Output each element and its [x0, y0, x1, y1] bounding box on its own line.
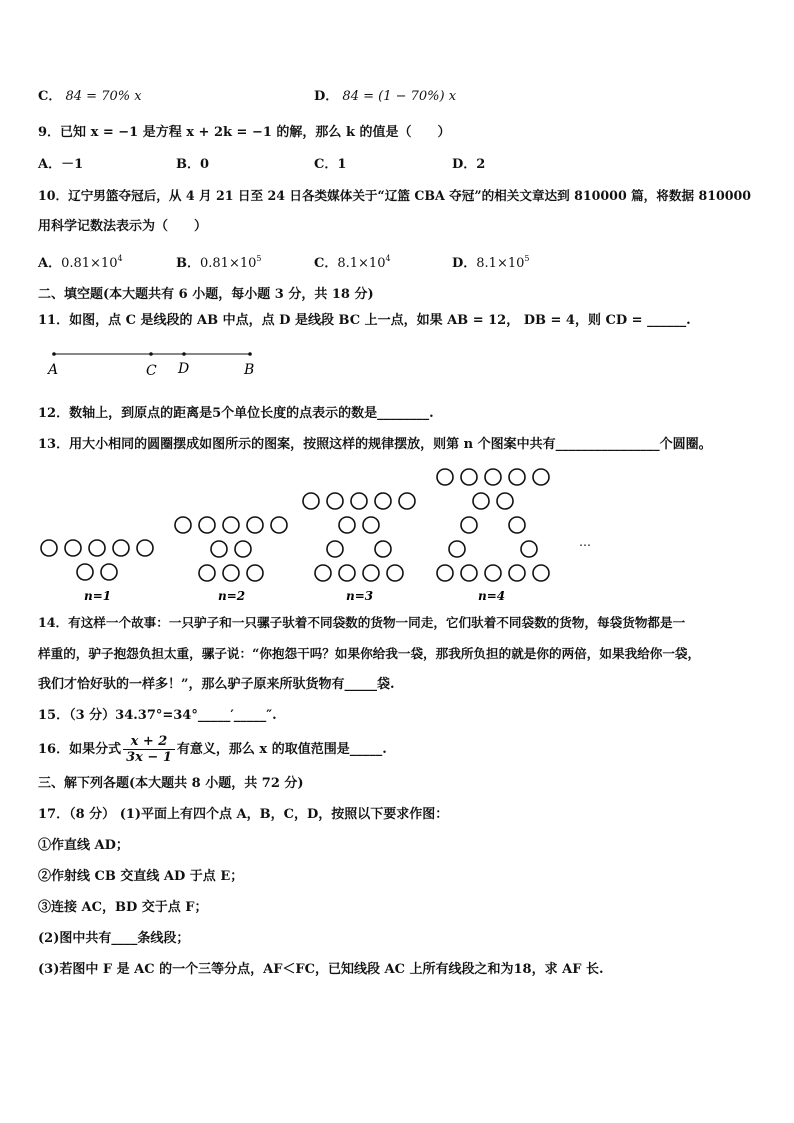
circle — [509, 517, 525, 533]
circle — [101, 564, 117, 580]
circle — [509, 565, 525, 581]
q14-line2: 样重的，驴子抱怨负担太重，骡子说：“你抱怨干吗？如果你给我一袋，那我所负担的就是你的两倍，如果我给你一袋， — [38, 646, 701, 661]
circle — [461, 517, 477, 533]
q10-option-c — [314, 256, 391, 272]
circle — [77, 564, 93, 580]
q16-fraction — [123, 734, 175, 765]
circle — [65, 540, 81, 556]
circle — [247, 565, 263, 581]
pattern-n2 — [175, 517, 287, 603]
circle — [485, 565, 501, 581]
circle — [351, 493, 367, 509]
caption-n3: n=3 — [346, 589, 374, 603]
option-letter: D． — [314, 89, 339, 104]
circle — [437, 469, 453, 485]
ellipsis: … — [579, 535, 591, 549]
q8-option-c — [38, 89, 142, 105]
option-letter: B． — [176, 256, 200, 271]
q15-stem: 15．（3 分）34.37°=34°_____′_____″. — [38, 708, 277, 723]
circle — [327, 493, 343, 509]
circle — [175, 517, 191, 533]
point-a — [52, 352, 56, 356]
circle — [533, 469, 549, 485]
circle — [315, 565, 331, 581]
q10-option-d — [452, 256, 529, 272]
circle — [137, 540, 153, 556]
fraction-numerator: x + 2 — [123, 734, 175, 750]
label-c: C — [146, 363, 157, 379]
label-d: D — [178, 361, 190, 377]
option-exponent: 5 — [524, 254, 530, 263]
option-exponent: 4 — [117, 254, 123, 263]
q14-line3: 我们才恰好驮的一样多！”，那么驴子原来所驮货物有_____袋. — [38, 677, 395, 692]
circle — [375, 493, 391, 509]
section-3-header: 三、解下列各题(本大题共 8 小题，共 72 分) — [38, 776, 304, 791]
pattern-n1 — [41, 540, 153, 603]
circle — [327, 541, 343, 557]
option-expression: 84 = (1 − 70%) x — [342, 89, 457, 104]
circle — [437, 565, 453, 581]
q9-option-b: B．0 — [176, 157, 210, 172]
circle — [485, 469, 501, 485]
fraction-denominator: 3x − 1 — [126, 750, 172, 765]
option-mantissa: 0.81×10 — [61, 256, 118, 271]
q16-stem — [38, 734, 387, 766]
circle — [211, 541, 227, 557]
circle — [363, 565, 379, 581]
option-exponent: 4 — [385, 254, 391, 263]
q16-suffix: 有意义，那么 x 的取值范围是_____. — [176, 742, 387, 757]
option-exponent: 5 — [256, 254, 262, 263]
q17-step1: ①作直线 AD； — [38, 838, 129, 853]
q8-option-d — [314, 89, 456, 105]
q17-intro: 17．（8 分） (1)平面上有四个点 A，B，C，D，按照以下要求作图： — [38, 807, 449, 822]
circle — [199, 565, 215, 581]
circle — [235, 541, 251, 557]
option-mantissa: 0.81×10 — [200, 256, 257, 271]
circle — [113, 540, 129, 556]
option-letter: C． — [314, 256, 338, 271]
circle — [375, 541, 391, 557]
label-b: B — [244, 362, 255, 378]
caption-n1: n=1 — [84, 589, 112, 603]
q17-part3: (3)若图中 F 是 AC 的一个三等分点，AF＜FC，已知线段 AC 上所有线段之和为18，求 AF 长. — [38, 962, 604, 977]
pattern-n4 — [437, 469, 549, 603]
q13-stem: 13．用大小相同的圆圈摆成如图所示的图案，按照这样的规律摆放，则第 n 个图案中共有________________个圆圈。 — [38, 437, 712, 452]
label-a: A — [48, 362, 59, 378]
q9-option-a: A．－1 — [38, 157, 84, 172]
circle — [223, 517, 239, 533]
option-mantissa: 8.1×10 — [337, 256, 386, 271]
option-expression: 84 = 70% x — [65, 89, 142, 104]
circle — [497, 493, 513, 509]
circle — [533, 565, 549, 581]
point-c — [149, 352, 153, 356]
q9-option-c: C．1 — [314, 157, 347, 172]
circle — [509, 469, 525, 485]
circle — [303, 493, 319, 509]
circle — [247, 517, 263, 533]
caption-n4: n=4 — [478, 589, 506, 603]
circle — [399, 493, 415, 509]
circle — [449, 541, 465, 557]
circle — [339, 565, 355, 581]
circle — [89, 540, 105, 556]
pattern-n3 — [303, 493, 415, 603]
circle — [199, 517, 215, 533]
option-letter: A． — [38, 256, 62, 271]
circle — [363, 517, 379, 533]
option-letter: D． — [452, 256, 477, 271]
q10-option-b — [176, 256, 261, 272]
q10-stem-line2: 用科学记数法表示为（ ） — [38, 219, 208, 234]
circle — [339, 517, 355, 533]
option-letter: C． — [38, 89, 62, 104]
q17-step2: ②作射线 CB 交直线 AD 于点 E； — [38, 869, 244, 884]
circle — [41, 540, 57, 556]
q10-stem-line1: 10．辽宁男篮夺冠后，从 4 月 21 日至 24 日各类媒体关于“辽篮 CBA 夺冠”的相关文章达到 810000 篇，将数据 810000 — [38, 188, 752, 203]
option-mantissa: 8.1×10 — [476, 256, 525, 271]
q10-option-a — [38, 256, 123, 272]
q13-circle-patterns — [30, 462, 610, 610]
circle — [473, 493, 489, 509]
point-b — [248, 352, 252, 356]
circle — [223, 565, 239, 581]
q11-segment-figure — [40, 344, 270, 380]
point-d — [182, 352, 186, 356]
caption-n2: n=2 — [218, 589, 246, 603]
q16-prefix: 16．如果分式 — [38, 742, 122, 757]
circle — [271, 517, 287, 533]
q11-stem: 11．如图，点 C 是线段的 AB 中点，点 D 是线段 BC 上一点，如果 AB = 12， DB = 4，则 CD = ______. — [38, 313, 691, 328]
section-2-header: 二、填空题(本大题共有 6 小题，每小题 3 分，共 18 分) — [38, 287, 374, 302]
circle — [461, 469, 477, 485]
q17-step3: ③连接 AC，BD 交于点 F； — [38, 900, 208, 915]
q9-stem: 9．已知 x = −1 是方程 x + 2k = −1 的解，那么 k 的值是（ ） — [38, 125, 451, 140]
circle — [521, 541, 537, 557]
q9-option-d: D．2 — [452, 157, 486, 172]
q17-part2: (2)图中共有____条线段； — [38, 931, 190, 946]
circle — [387, 565, 403, 581]
q12-stem: 12．数轴上，到原点的距离是5个单位长度的点表示的数是________. — [38, 406, 434, 421]
circle — [461, 565, 477, 581]
q14-line1: 14．有这样一个故事：一只驴子和一只骡子驮着不同袋数的货物一同走，它们驮着不同袋数的货物，每袋货物都是一 — [38, 615, 686, 630]
